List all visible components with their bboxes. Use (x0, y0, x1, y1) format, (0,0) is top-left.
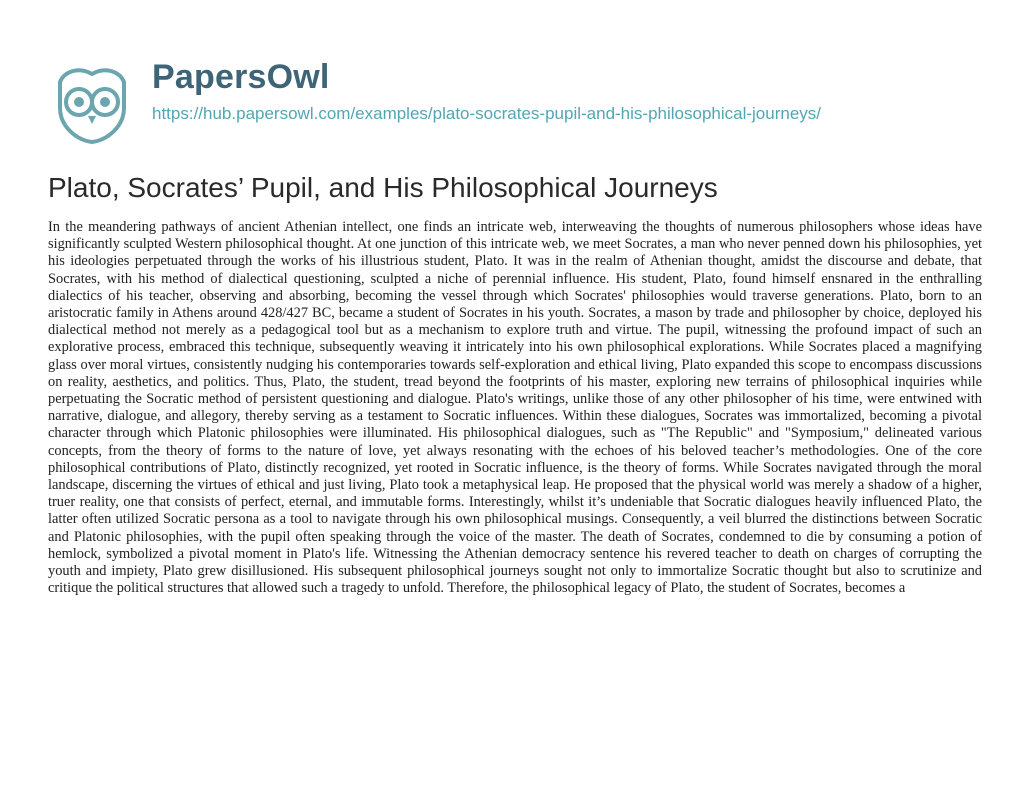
article-title: Plato, Socrates’ Pupil, and His Philosophical Journeys (48, 172, 718, 203)
page-header (0, 0, 1024, 152)
source-url-link[interactable]: https://hub.papersowl.com/examples/plato-socrates-pupil-and-his-philosophical-journeys/ (152, 104, 822, 123)
brand-name[interactable]: PapersOwl (152, 58, 330, 96)
article-body: In the meandering pathways of ancient Athenian intellect, one finds an intricate web, interweaving the thoughts of numerous philosophers whose ideas have significantly sculpted Western philosophical thought. At one junction of this intricate web, we meet Socrates, a man who never penned down his philosophies, yet his ideologies perpetuated through the works of his illustrious student, Plato. It was in the realm of Athenian thought, amidst the discourse and debate, that Socrates, with his method of dialectical questioning, sculpted a niche of perennial influence. His student, Plato, found himself ensnared in the enthralling dialectics of his teacher, observing and absorbing, becoming the vessel through which Socrates' philosophies would traverse generations. Plato, born to an aristocratic family in Athens around 428/427 BC, became a student of Socrates in his youth. Socrates, a mason by trade and philosopher by choice, deployed his dialectical method not merely as a pedagogical tool but as a mechanism to explore truth and virtue. The pupil, witnessing the profound impact of such an explorative process, embraced this technique, subsequently weaving it intricately into his own philosophical explorations. While Socrates placed a magnifying glass over moral virtues, consistently nudging his contemporaries towards self-exploration and ethical living, Plato expanded this scope to encompass discussions on reality, aesthetics, and politics. Thus, Plato, the student, tread beyond the footprints of his master, exploring new terrains of philosophical inquiries while perpetuating the Socratic method of persistent questioning and dialogue. Plato's writings, unlike those of any other philosopher of his time, were entwined with narrative, dialogue, and allegory, thereby serving as a testament to Socratic influences. Within these dialogues, Socrates was immortalized, becoming a pivotal character through which Platonic philosophies were illuminated. His philosophical dialogues, such as "The Republic" and "Symposium," delineated various concepts, from the theory of forms to the nature of love, yet always resonating with the echoes of his beloved teacher’s methodologies. One of the core philosophical contributions of Plato, distinctly recognized, yet rooted in Socratic influence, is the theory of forms. While Socrates navigated through the moral landscape, discerning the virtues of ethical and just living, Plato took a metaphysical leap. He proposed that the physical world was merely a shadow of a higher, truer reality, one that consists of perfect, eternal, and immutable forms. Interestingly, whilst it’s undeniable that Socratic dialogues heavily influenced Plato, the latter often utilized Socratic persona as a tool to navigate through his own philosophical musings. Consequently, a veil blurred the distinctions between Socratic and Platonic philosophies, with the pupil often speaking through the voice of the master. The death of Socrates, condemned to die by consuming a potion of hemlock, symbolized a pivotal moment in Plato's life. Witnessing the Athenian democracy sentence his revered teacher to death on charges of corrupting the youth and impiety, Plato grew disillusioned. His subsequent philosophical journeys sought not only to immortalize Socratic thought but also to scrutinize and critique the political structures that allowed such a tragedy to unfold. Therefore, the philosophical legacy of Plato, the student of Socrates, becomes a (48, 219, 982, 597)
owl-eyes-icon[interactable] (48, 58, 136, 146)
bottom-fade-overlay (0, 700, 1024, 786)
